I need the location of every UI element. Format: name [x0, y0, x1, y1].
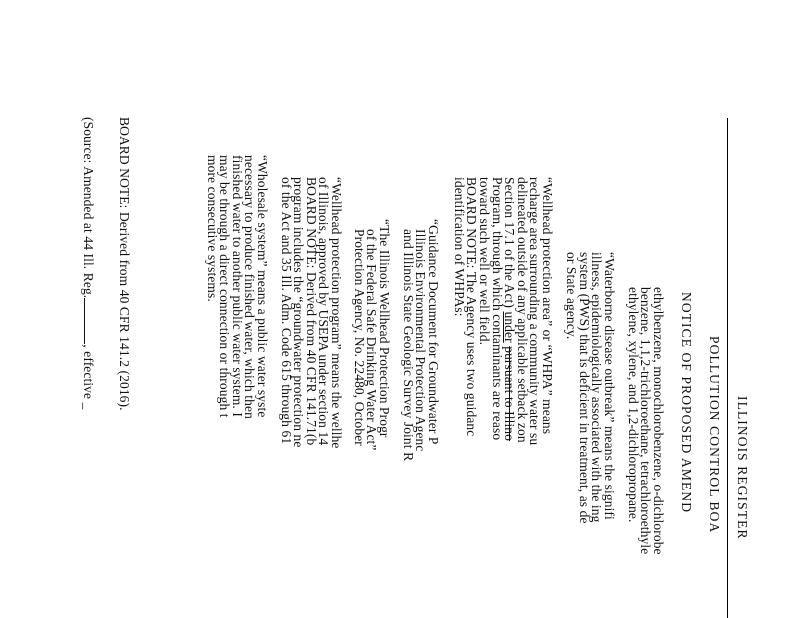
inserted-text: under [502, 311, 518, 343]
waterborne-line: illness, epidemiologically associated with the ing [589, 252, 605, 523]
waterborne-line: or State agency. [564, 252, 580, 340]
wholesale-line: necessary to produce finished water, which then [242, 155, 258, 419]
guidance1-line: “Guidance Document for Groundwater P [426, 219, 441, 445]
chem-line: benzene, 1,1,2-trichloroethane, tetrachloroethyle [638, 287, 654, 555]
program-line: of Illinois, approved by USEPA under section 14 [316, 177, 332, 446]
whpa-board-note: BOARD NOTE: The Agency uses two guidanc [464, 177, 480, 437]
wholesale-line: may be through a direct connection or through t [217, 155, 233, 418]
board-title: POLLUTION CONTROL BOA [707, 336, 722, 534]
board-note: BOARD NOTE: Derived from 40 CFR 141.2 (2016). [117, 117, 132, 411]
whpa-line: delineated outside of any applicable setback zon [514, 177, 530, 443]
source-prefix: (Source: Amended at 44 Ill. Reg. [81, 117, 96, 299]
program-line: “Wellhead protection program” means the wellhe [329, 177, 344, 449]
wholesale-line: more consecutive systems. [204, 155, 220, 302]
guidance1-line: Illinois Environmental Protection Agenc [413, 229, 429, 452]
guidance2-line: Protection Agency, No. 22480, October [351, 229, 367, 446]
register-title: ILLINOIS REGISTER [735, 396, 750, 540]
header-rule [727, 118, 728, 618]
program-line: of the Act and 35 Ill. Adm. Code 615 through 61 [278, 177, 294, 445]
whpa-line: “Wellhead protection area” or “WHPA” means [540, 177, 555, 435]
guidance2-line: “The Illinois Wellhead Protection Progr [377, 219, 392, 438]
deleted-text-tail: Illino [502, 407, 518, 442]
source-suffix: , effective _ [81, 344, 96, 410]
notice-title: NOTICE OF PROPOSED AMEND [679, 292, 694, 514]
program-line: program includes the “groundwater protection ne [291, 177, 307, 448]
whpa-line-prefix: Section 17.1 of the Act) [502, 177, 518, 312]
whpa-line: Program, through which contaminants are reaso [489, 177, 505, 441]
guidance1-line: and Illinois State Geologic Survey Joint R [400, 229, 416, 462]
source-note [81, 117, 95, 409]
waterborne-line: “Waterborne disease outbreak” means the signifi [602, 252, 617, 520]
wholesale-line: “Wholesale system” means a public water syste [255, 155, 270, 418]
chem-line: ethylene, xylene, and 1,2-dichloropropane. [625, 287, 641, 523]
deleted-text: pursuant to [502, 346, 518, 408]
wholesale-line: finished water to another public water system. I [229, 155, 245, 417]
guidance2-line: of the Federal Safe Drinking Water Act” [364, 229, 380, 451]
waterborne-line: system (PWS) that is deficient in treatment, as de [576, 252, 592, 524]
whpa-line: recharge area surrounding a community water su [527, 177, 543, 446]
program-board-note: BOARD NOTE: Derived from 40 CFR 141.71(b [303, 177, 319, 446]
chem-line: ethylbenzene, monochlorobenzene, o-dichlorobe [651, 287, 666, 555]
whpa-line: toward such well or well field. [477, 177, 492, 346]
source-blank [84, 298, 95, 344]
whpa-line: identification of WHPAs: [451, 177, 467, 317]
